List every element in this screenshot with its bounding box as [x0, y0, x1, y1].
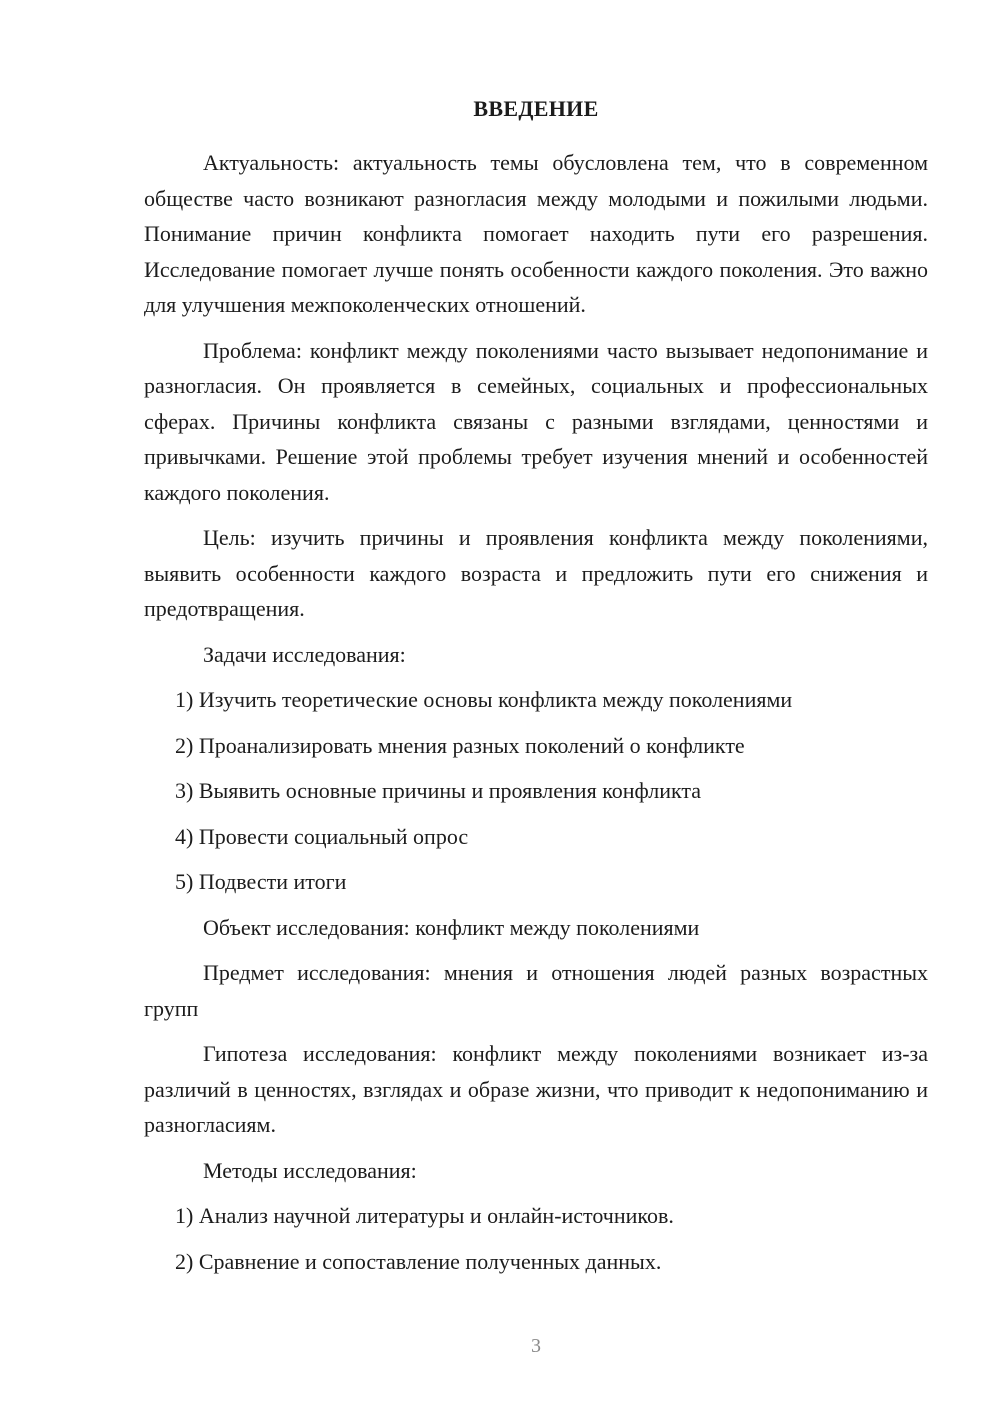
task-item: 2) Проанализировать мнения разных поколений о конфликте: [175, 732, 745, 758]
task-item: 1) Изучить теоретические основы конфликта между поколениями: [175, 687, 793, 712]
method-item: 1) Анализ научной литературы и онлайн-источников.: [175, 1203, 674, 1228]
task-item: 3) Выявить основные причины и проявления конфликта: [175, 778, 702, 803]
subject-paragraph: Предмет исследования: мнения и отношения людей разных возрастных групп: [144, 960, 928, 1021]
goal-paragraph: Цель: изучить причины и проявления конфликта между поколениями, выявить особенности каждого возраста и предложить пути его снижения и предотвращения.: [144, 525, 928, 621]
hypothesis-paragraph: Гипотеза исследования: конфликт между поколениями возникает из-за различий в ценностях, взглядах и образе жизни, что приводит к недопониманию и разногласиям.: [144, 1041, 928, 1137]
task-item: 4) Провести социальный опрос: [175, 823, 469, 849]
tasks-heading: Задачи исследования:: [203, 641, 406, 667]
task-item: 5) Подвести итоги: [175, 869, 347, 894]
problem-paragraph: Проблема: конфликт между поколениями часто вызывает недопонимание и разногласия. Он проявляется в семейных, социальных и профессиональных сферах. Причины конфликта связаны с разными взглядами, ценностями и привычками. Решение этой проблемы требует изучения мнений и особенностей каждого поколения.: [144, 337, 928, 505]
relevance-paragraph: Актуальность: актуальность темы обусловлена тем, что в современном обществе часто возникают разногласия между молодыми и пожилыми людьми. Понимание причин конфликта помогает находить пути его разрешения. Исследование помогает лучше понять особенности каждого поколения. Это важно для улучшения межпоколенческих отношений.: [144, 150, 928, 317]
methods-heading: Методы исследования:: [203, 1157, 417, 1183]
page-number: 3: [531, 1335, 541, 1357]
method-item: 2) Сравнение и сопоставление полученных данных.: [175, 1248, 662, 1274]
object-paragraph: Объект исследования: конфликт между поколениями: [203, 914, 700, 940]
page-title: ВВЕДЕНИЕ: [473, 96, 599, 121]
document-body: [144, 145, 928, 1289]
